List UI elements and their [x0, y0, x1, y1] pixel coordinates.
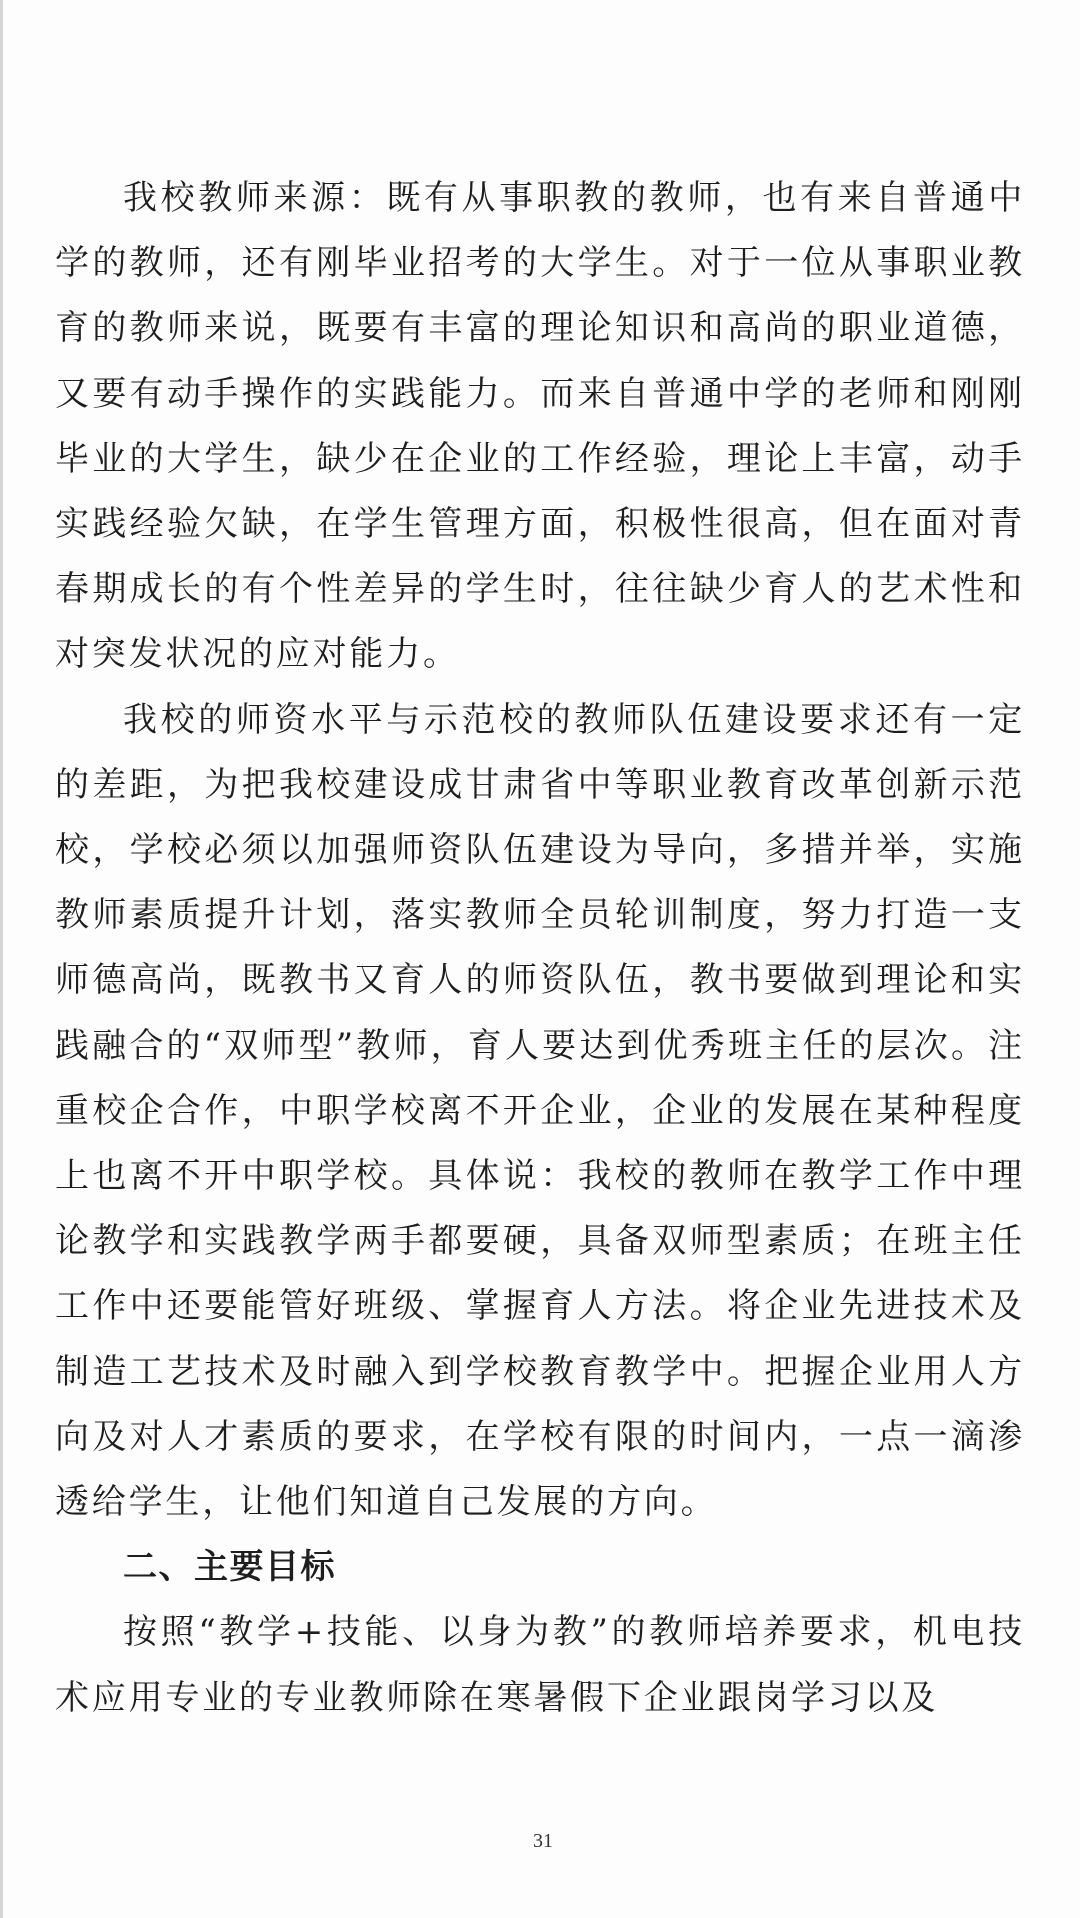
paragraph-faculty-level: 我校的师资水平与示范校的教师队伍建设要求还有一定的差距，为把我校建设成甘肃省中等职业教育改革创新示范校，学校必须以加强师资队伍建设为导向，多措并举，实施教师素质提升计划，落实教师全员轮训制度，努力打造一支师德高尚，既教书又育人的师资队伍，教书要做到理论和实践融合的“双师型”教师，育人要达到优秀班主任的层次。注重校企合作，中职学校离不开企业，企业的发展在某种程度上也离不开中职学校。具体说：我校的教师在教学工作中理论教学和实践教学两手都要硬，具备双师型素质；在班主任工作中还要能管好班级、掌握育人方法。将企业先进技术及制造工艺技术及时融入到学校教育教学中。把握企业用人方向及对人才素质的要求，在学校有限的时间内，一点一滴渗透给学生，让他们知道自己发展的方向。 — [55, 699, 1025, 1523]
paragraph-teacher-sources: 我校教师来源：既有从事职教的教师，也有来自普通中学的教师，还有刚毕业招考的大学生。对于一位从事职业教育的教师来说，既要有丰富的理论知识和高尚的职业道德，又要有动手操作的实践能力。而来自普通中学的老师和刚刚毕业的大学生，缺少在企业的工作经验，理论上丰富，动手实践经验欠缺，在学生管理方面，积极性很高，但在面对青春期成长的有个性差异的学生时，往往缺少育人的艺术性和对突发状况的应对能力。 — [55, 178, 1025, 675]
section-heading-main-goals: 二、主要目标 — [123, 1547, 336, 1588]
paragraph-training-requirements: 按照“教学+技能、以身为教”的教师培养要求，机电技术应用专业的专业教师除在寒暑假下企业跟岗学习以及 — [55, 1612, 1025, 1718]
document-body — [55, 166, 1025, 1731]
page-number: 31 — [533, 1830, 553, 1852]
